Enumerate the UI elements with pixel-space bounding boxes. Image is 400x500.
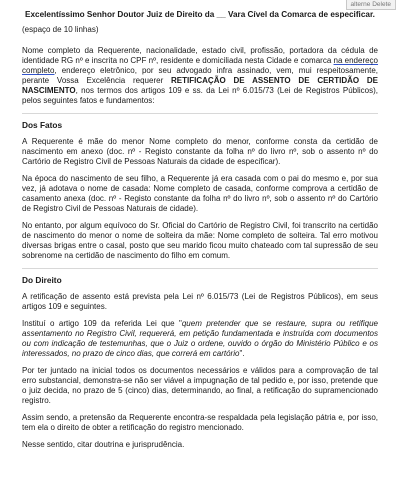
law-paragraph-4: Assim sendo, a pretensão da Requerente encontra-se respaldada pela legislação pátria e, por isso, tem ela o direito de obter a retificação do registro mencionado.: [22, 413, 378, 433]
intro-text-2: , endereço eletrônico, por seu advogado infra assinado, vem, mui respeitosamente, perante Vossa Excelência requerer: [22, 66, 378, 86]
law-paragraph-5: Nesse sentido, citar doutrina e jurisprudência.: [22, 440, 185, 450]
law-quote: quem pretender que se restaure, supra ou retifique assentamento no Registro Civil, requererá, em petição fundamentada e instruída com documentos ou com indicação de testemunhas, que o Juiz o ordene, ouvido o órgão do Ministério Público e os interessados, no prazo de cinco dias, que correrá em cartório: [22, 319, 378, 359]
section-divider: [22, 113, 378, 114]
law-paragraph-2: [22, 319, 378, 359]
intro-text-3: , nos termos dos artigos 109 e ss. da Lei nº 6.015/73 (Lei de Registros Públicos), pelos seguintes fatos e fundamentos:: [22, 86, 378, 106]
section-divider: [22, 268, 378, 269]
facts-paragraph-3: No entanto, por algum equívoco do Sr. Oficial do Cartório de Registro Civil, foi transcrito na certidão de nascimento do menor o nome de solteira da mãe: Nome completo de solteira. Tal erro motivou diversas brigas entre o casal, posto que seu marido ficou muito chateado com tal supressão de seu sobrenome na certidão de nascimento do filho em comum.: [22, 221, 378, 261]
law-quote-lead: Instituí o artigo 109 da referida Lei que ": [22, 319, 182, 329]
section-heading-facts: Dos Fatos: [22, 120, 63, 131]
toolbar-tag: alterne Delete: [346, 0, 396, 10]
document-title: Excelentíssimo Senhor Doutor Juiz de Direito da __ Vara Cível da Comarca de especificar.: [25, 10, 375, 19]
facts-paragraph-1: A Requerente é mãe do menor Nome completo do menor, conforme consta da certidão de nascimento em anexo (doc. nº - Registo constante da folha nº do livro nº, sob o assento nº do Cartório de Registro Civil de Pessoas Naturais da cidade de especificar).: [22, 137, 378, 167]
law-quote-end: ".: [239, 349, 245, 359]
request-title: RETIFICAÇÃO DE ASSENTO DE CERTIDÃO DE NASCIMENTO: [22, 76, 379, 96]
facts-paragraph-2: Na época do nascimento de seu filho, a Requerente já era casada com o pai do mesmo e, por sua vez, já adotava o nome de casada: Nome completo de casada, conforme comprova a certidão de casamento anexa (doc. nº - Registo constante da folha nº do livro nº, sob o assento nº do Cartório de Registro Civil de Pessoas Naturais de cidade).: [22, 174, 378, 214]
document-page: [22, 10, 378, 457]
law-paragraph-1: A retificação de assento está prevista pela Lei nº 6.015/73 (Lei de Registros Públicos), em seus artigos 109 e seguintes.: [22, 292, 378, 312]
address-placeholder: na endereço completo: [22, 56, 379, 76]
intro-text-1: Nome completo da Requerente, nacionalidade, estado civil, profissão, portadora da cédula de identidade RG nº e inscrita no CPF nº, residente e domiciliada nesta Cidade e comarca: [22, 46, 378, 66]
section-heading-law: Do Direito: [22, 275, 62, 286]
space-note: (espaço de 10 linhas): [22, 25, 99, 35]
intro-paragraph: [22, 46, 378, 106]
law-paragraph-3: Por ter juntado na inicial todos os documentos necessários e válidos para a comprovação de tal erro substancial, demonstra-se não ser viável a impugnação de tal pedido e, por isso, pretende que o juiz decida, no prazo de 5 (cinco) dias, determinando, ao final, a retificação do supramencionado registro.: [22, 366, 378, 406]
